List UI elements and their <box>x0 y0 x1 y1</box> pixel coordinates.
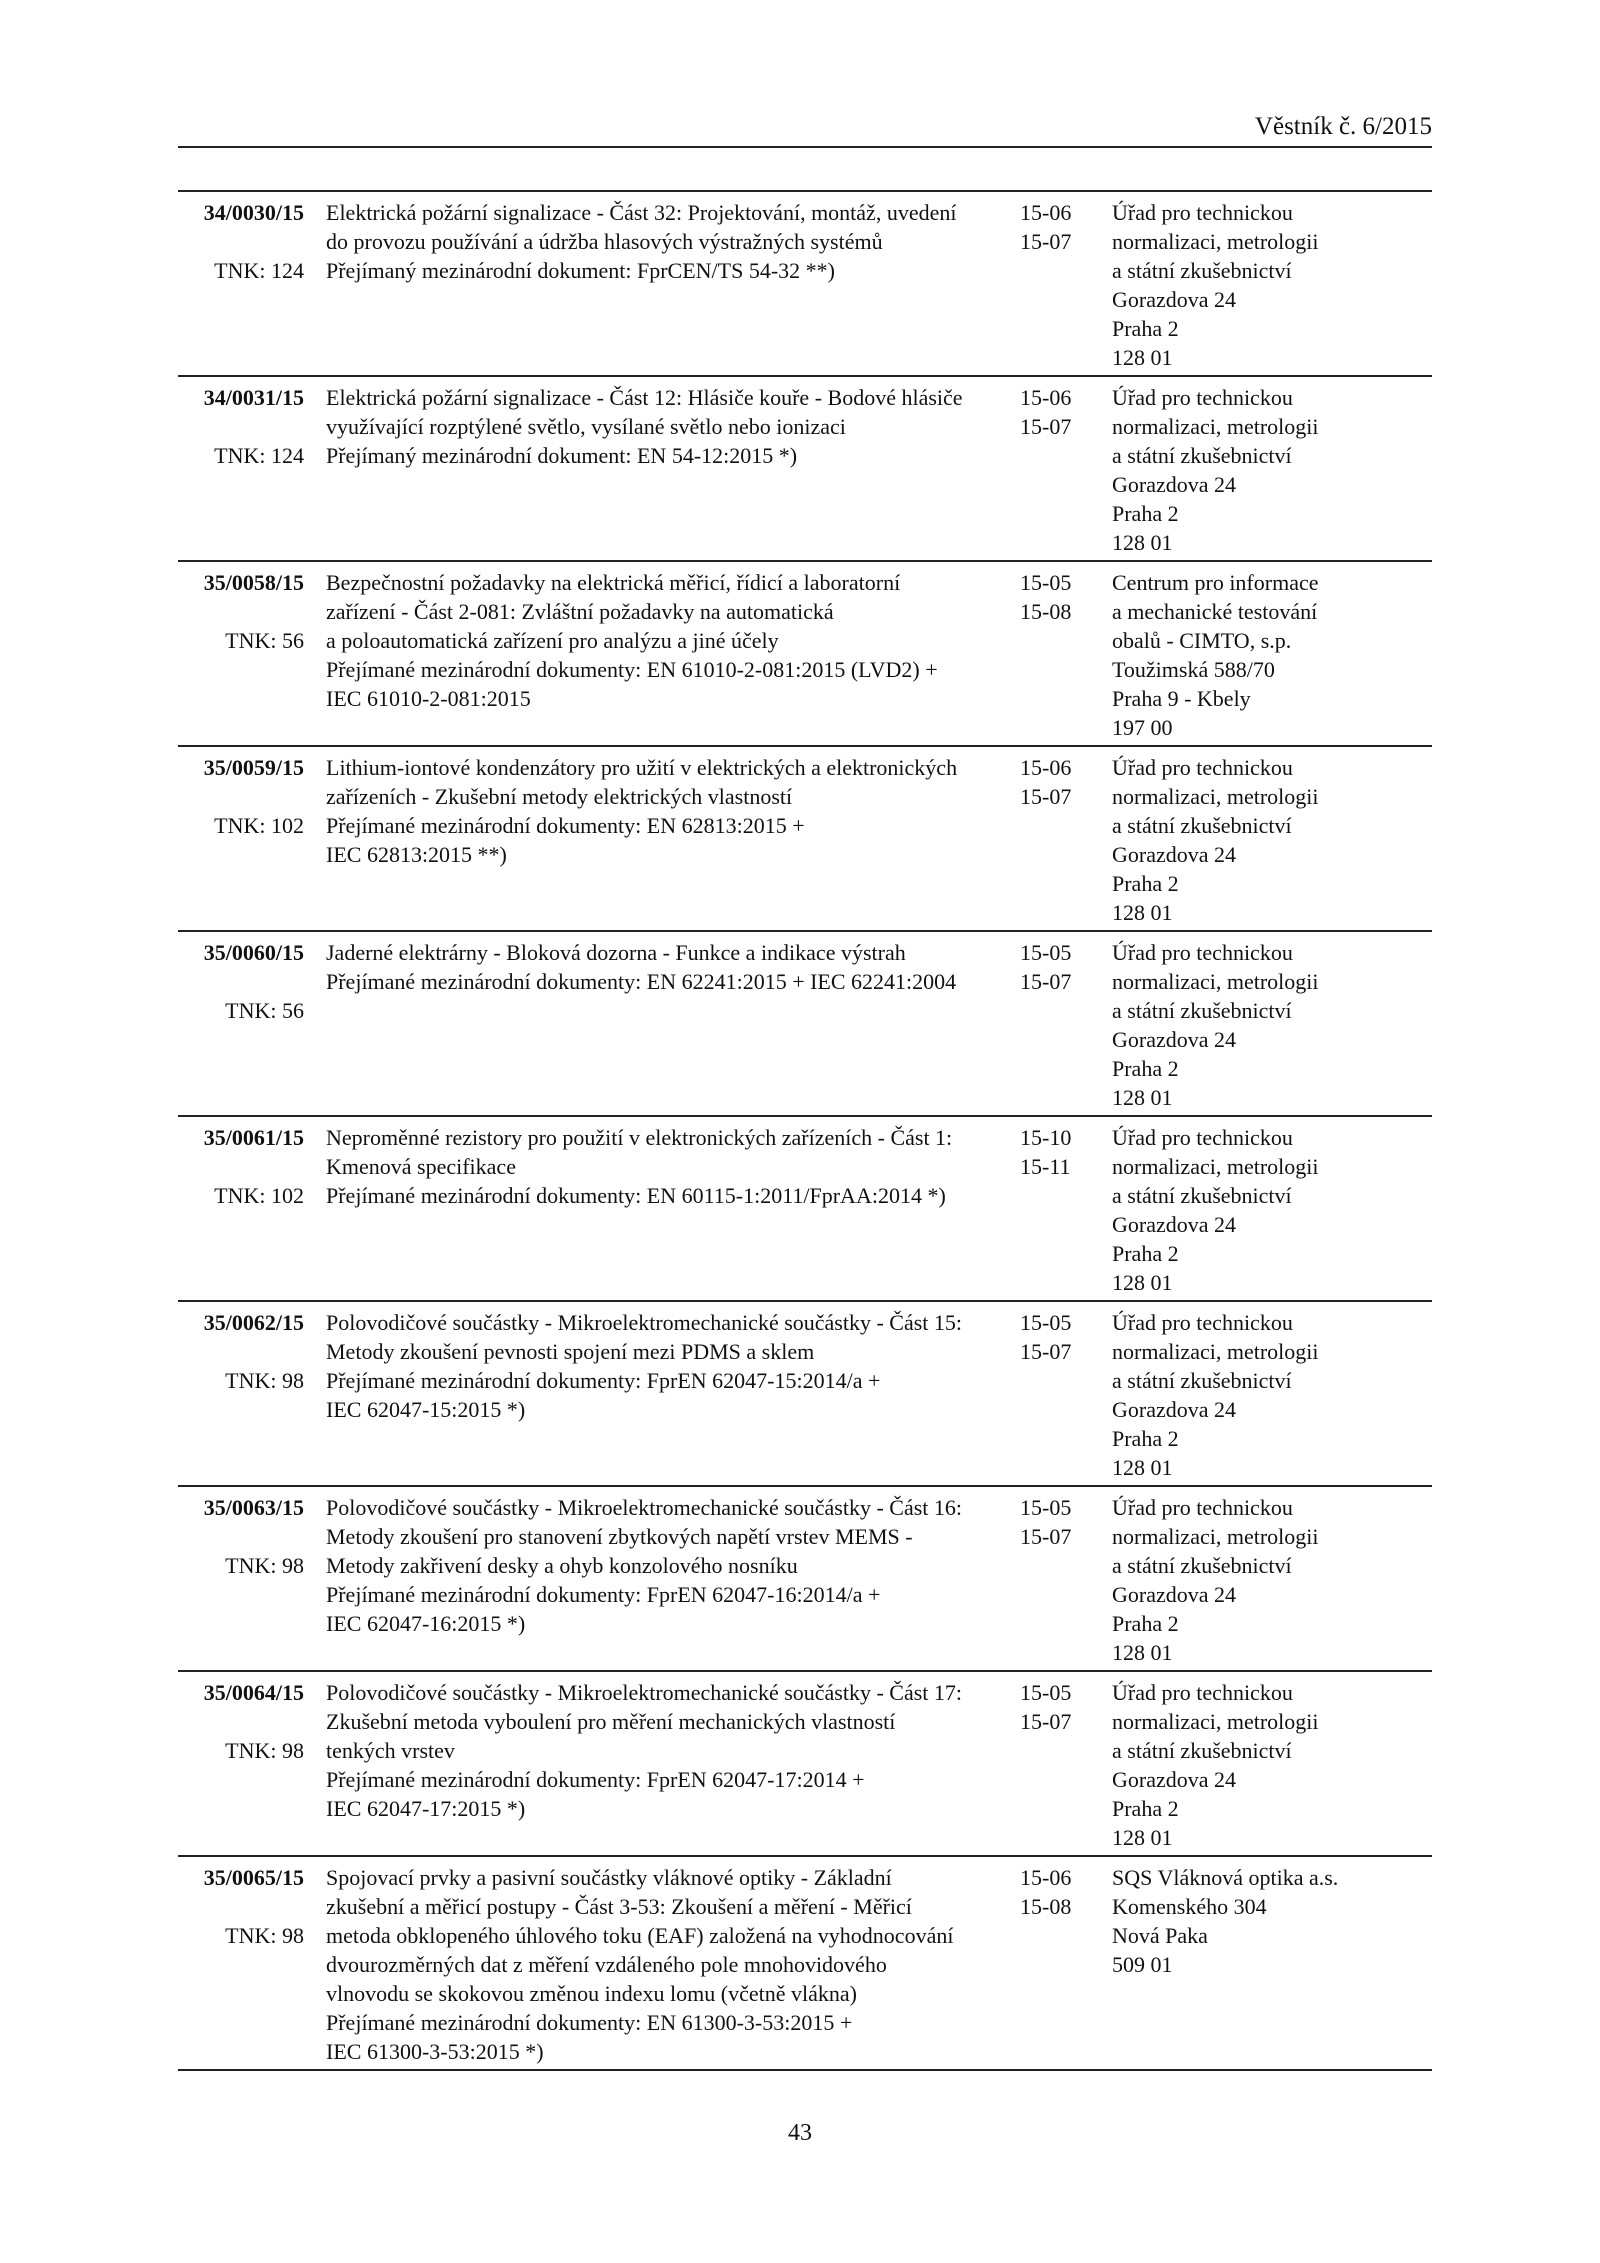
date-value: 15-08 <box>1020 599 1072 624</box>
standard-number: 35/0058/15 <box>203 570 304 595</box>
title-line: Polovodičové součástky - Mikroelektromechanické součástky - Část 16: <box>326 1495 963 1520</box>
organization-cell <box>1112 1308 1432 1482</box>
tnk-label: TNK: 98 <box>225 1738 304 1763</box>
organization-line: Praha 2 <box>1112 1241 1179 1266</box>
organization-line: Praha 2 <box>1112 501 1179 526</box>
organization-line: Praha 2 <box>1112 1426 1179 1451</box>
organization-cell <box>1112 568 1432 742</box>
standard-title-cell <box>326 1678 1020 1852</box>
standard-number: 35/0060/15 <box>203 940 304 965</box>
organization-line: 128 01 <box>1112 1270 1173 1295</box>
standard-title-cell <box>326 198 1020 372</box>
organization-line: a mechanické testování <box>1112 599 1318 624</box>
title-line: Přejímané mezinárodní dokumenty: EN 60115-1:2011/FprAA:2014 *) <box>326 1183 946 1208</box>
organization-line: Centrum pro informace <box>1112 570 1319 595</box>
standard-number: 34/0031/15 <box>203 385 304 410</box>
title-line: Neproměnné rezistory pro použití v elektronických zařízeních - Část 1: <box>326 1125 953 1150</box>
organization-line: Praha 2 <box>1112 1056 1179 1081</box>
row-identifier-cell <box>178 1493 326 1667</box>
organization-line: Gorazdova 24 <box>1112 1212 1237 1237</box>
organization-line: Gorazdova 24 <box>1112 1582 1237 1607</box>
title-line: Metody zkoušení pro stanovení zbytkových napětí vrstev MEMS - <box>326 1524 913 1549</box>
standard-number: 35/0059/15 <box>203 755 304 780</box>
organization-line: obalů - CIMTO, s.p. <box>1112 628 1292 653</box>
title-line: využívající rozptýlené světlo, vysílané světlo nebo ionizaci <box>326 414 846 439</box>
row-identifier-cell <box>178 1678 326 1852</box>
organization-line: a státní zkušebnictví <box>1112 1368 1292 1393</box>
organization-line: Úřad pro technickou <box>1112 1680 1293 1705</box>
organization-line: Praha 9 - Kbely <box>1112 686 1251 711</box>
organization-line: a státní zkušebnictví <box>1112 998 1292 1023</box>
dates-cell <box>1020 198 1112 372</box>
tnk-label: TNK: 56 <box>225 998 304 1023</box>
title-line: Metody zakřivení desky a ohyb konzolového nosníku <box>326 1553 798 1578</box>
date-value: 15-06 <box>1020 200 1072 225</box>
row-identifier-cell <box>178 198 326 372</box>
date-value: 15-06 <box>1020 385 1072 410</box>
organization-line: normalizaci, metrologii <box>1112 229 1319 254</box>
dates-cell <box>1020 1123 1112 1297</box>
dates-cell <box>1020 383 1112 557</box>
organization-line: 128 01 <box>1112 1640 1173 1665</box>
tnk-label: TNK: 124 <box>214 443 304 468</box>
standard-number: 35/0065/15 <box>203 1865 304 1890</box>
standard-title-cell <box>326 1308 1020 1482</box>
organization-cell <box>1112 1123 1432 1297</box>
date-value: 15-05 <box>1020 1680 1072 1705</box>
organization-cell <box>1112 938 1432 1112</box>
organization-line: Praha 2 <box>1112 316 1179 341</box>
date-value: 15-05 <box>1020 1495 1072 1520</box>
title-line: Elektrická požární signalizace - Část 32: Projektování, montáž, uvedení <box>326 200 957 225</box>
organization-line: Úřad pro technickou <box>1112 1495 1293 1520</box>
organization-line: a státní zkušebnictví <box>1112 443 1292 468</box>
date-value: 15-05 <box>1020 940 1072 965</box>
title-line: Přejímané mezinárodní dokumenty: EN 62813:2015 + <box>326 813 805 838</box>
title-line: Polovodičové součástky - Mikroelektromechanické součástky - Část 17: <box>326 1680 963 1705</box>
title-line: do provozu používání a údržba hlasových výstražných systémů <box>326 229 883 254</box>
date-value: 15-07 <box>1020 414 1072 439</box>
title-line: Bezpečnostní požadavky na elektrická měřicí, řídicí a laboratorní <box>326 570 901 595</box>
title-line: metoda obklopeného úhlového toku (EAF) založená na vyhodnocování <box>326 1923 954 1948</box>
table-row <box>178 192 1432 377</box>
dates-cell <box>1020 1308 1112 1482</box>
title-line: IEC 62047-15:2015 *) <box>326 1397 526 1422</box>
title-line: zařízení - Část 2-081: Zvláštní požadavky na automatická <box>326 599 834 624</box>
organization-line: Komenského 304 <box>1112 1894 1267 1919</box>
date-value: 15-07 <box>1020 229 1072 254</box>
organization-line: 128 01 <box>1112 900 1173 925</box>
organization-line: a státní zkušebnictví <box>1112 1553 1292 1578</box>
title-line: Přejímané mezinárodní dokumenty: FprEN 62047-16:2014/a + <box>326 1582 881 1607</box>
title-line: vlnovodu se skokovou změnou indexu lomu (včetně vlákna) <box>326 1981 857 2006</box>
title-line: Přejímaný mezinárodní dokument: EN 54-12:2015 *) <box>326 443 798 468</box>
title-line: Polovodičové součástky - Mikroelektromechanické součástky - Část 15: <box>326 1310 963 1335</box>
date-value: 15-07 <box>1020 784 1072 809</box>
title-line: Lithium-iontové kondenzátory pro užití v elektrických a elektronických <box>326 755 958 780</box>
organization-cell <box>1112 1678 1432 1852</box>
dates-cell <box>1020 1493 1112 1667</box>
organization-line: Gorazdova 24 <box>1112 472 1237 497</box>
organization-line: normalizaci, metrologii <box>1112 1154 1319 1179</box>
title-line: IEC 62813:2015 **) <box>326 842 507 867</box>
date-value: 15-05 <box>1020 570 1072 595</box>
tnk-label: TNK: 102 <box>214 813 304 838</box>
standard-title-cell <box>326 1493 1020 1667</box>
organization-line: Gorazdova 24 <box>1112 1767 1237 1792</box>
row-identifier-cell <box>178 753 326 927</box>
date-value: 15-05 <box>1020 1310 1072 1335</box>
table-row <box>178 1487 1432 1672</box>
row-identifier-cell <box>178 568 326 742</box>
organization-line: Nová Paka <box>1112 1923 1208 1948</box>
table-row <box>178 932 1432 1117</box>
tnk-label: TNK: 124 <box>214 258 304 283</box>
table-row <box>178 1672 1432 1857</box>
organization-line: normalizaci, metrologii <box>1112 969 1319 994</box>
organization-cell <box>1112 1493 1432 1667</box>
organization-line: normalizaci, metrologii <box>1112 1524 1319 1549</box>
organization-line: 509 01 <box>1112 1952 1173 1977</box>
row-identifier-cell <box>178 383 326 557</box>
tnk-label: TNK: 56 <box>225 628 304 653</box>
organization-line: Úřad pro technickou <box>1112 1125 1293 1150</box>
title-line: IEC 62047-17:2015 *) <box>326 1796 526 1821</box>
title-line: IEC 62047-16:2015 *) <box>326 1611 526 1636</box>
tnk-label: TNK: 98 <box>225 1553 304 1578</box>
dates-cell <box>1020 938 1112 1112</box>
dates-cell <box>1020 1863 1112 2066</box>
row-identifier-cell <box>178 1308 326 1482</box>
title-line: tenkých vrstev <box>326 1738 455 1763</box>
standard-number: 34/0030/15 <box>203 200 304 225</box>
standard-number: 35/0063/15 <box>203 1495 304 1520</box>
row-identifier-cell <box>178 1123 326 1297</box>
dates-cell <box>1020 568 1112 742</box>
organization-line: normalizaci, metrologii <box>1112 1339 1319 1364</box>
title-line: Přejímané mezinárodní dokumenty: FprEN 62047-17:2014 + <box>326 1767 865 1792</box>
organization-line: Gorazdova 24 <box>1112 842 1237 867</box>
organization-line: 197 00 <box>1112 715 1173 740</box>
organization-line: Úřad pro technickou <box>1112 1310 1293 1335</box>
table-row <box>178 747 1432 932</box>
organization-line: Gorazdova 24 <box>1112 1397 1237 1422</box>
table-row <box>178 562 1432 747</box>
standard-title-cell <box>326 938 1020 1112</box>
standards-table <box>178 190 1432 2071</box>
organization-line: Úřad pro technickou <box>1112 755 1293 780</box>
title-line: a poloautomatická zařízení pro analýzu a jiné účely <box>326 628 779 653</box>
date-value: 15-07 <box>1020 969 1072 994</box>
title-line: Přejímané mezinárodní dokumenty: FprEN 62047-15:2014/a + <box>326 1368 881 1393</box>
organization-cell <box>1112 1863 1432 2066</box>
organization-cell <box>1112 198 1432 372</box>
tnk-label: TNK: 98 <box>225 1368 304 1393</box>
row-identifier-cell <box>178 938 326 1112</box>
organization-line: Gorazdova 24 <box>1112 1027 1237 1052</box>
title-line: zařízeních - Zkušební metody elektrických vlastností <box>326 784 793 809</box>
organization-line: normalizaci, metrologii <box>1112 784 1319 809</box>
title-line: Přejímaný mezinárodní dokument: FprCEN/TS 54-32 **) <box>326 258 835 283</box>
organization-line: a státní zkušebnictví <box>1112 813 1292 838</box>
organization-line: a státní zkušebnictví <box>1112 1738 1292 1763</box>
title-line: Kmenová specifikace <box>326 1154 516 1179</box>
row-identifier-cell <box>178 1863 326 2066</box>
organization-line: Úřad pro technickou <box>1112 200 1293 225</box>
dates-cell <box>1020 1678 1112 1852</box>
organization-line: Praha 2 <box>1112 1611 1179 1636</box>
organization-line: Gorazdova 24 <box>1112 287 1237 312</box>
title-line: Přejímané mezinárodní dokumenty: EN 61300-3-53:2015 + <box>326 2010 853 2035</box>
organization-line: 128 01 <box>1112 530 1173 555</box>
standard-title-cell <box>326 1863 1020 2066</box>
table-row <box>178 377 1432 562</box>
date-value: 15-10 <box>1020 1125 1072 1150</box>
table-row <box>178 1857 1432 2071</box>
title-line: Přejímané mezinárodní dokumenty: EN 61010-2-081:2015 (LVD2) + <box>326 657 938 682</box>
title-line: Přejímané mezinárodní dokumenty: EN 62241:2015 + IEC 62241:2004 <box>326 969 957 994</box>
organization-line: Toužimská 588/70 <box>1112 657 1275 682</box>
standard-title-cell <box>326 568 1020 742</box>
organization-line: SQS Vláknová optika a.s. <box>1112 1865 1339 1890</box>
standard-title-cell <box>326 383 1020 557</box>
tnk-label: TNK: 98 <box>225 1923 304 1948</box>
bulletin-title: Věstník č. 6/2015 <box>1254 113 1432 140</box>
organization-line: normalizaci, metrologii <box>1112 1709 1319 1734</box>
organization-line: 128 01 <box>1112 1825 1173 1850</box>
organization-line: a státní zkušebnictví <box>1112 1183 1292 1208</box>
dates-cell <box>1020 753 1112 927</box>
table-row <box>178 1117 1432 1302</box>
date-value: 15-06 <box>1020 755 1072 780</box>
table-row <box>178 1302 1432 1487</box>
organization-line: 128 01 <box>1112 1455 1173 1480</box>
title-line: Elektrická požární signalizace - Část 12: Hlásiče kouře - Bodové hlásiče <box>326 385 963 410</box>
date-value: 15-07 <box>1020 1339 1072 1364</box>
standard-title-cell <box>326 753 1020 927</box>
organization-line: 128 01 <box>1112 1085 1173 1110</box>
title-line: zkušební a měřicí postupy - Část 3-53: Zkoušení a měření - Měřicí <box>326 1894 912 1919</box>
title-line: Spojovací prvky a pasivní součástky vláknové optiky - Základní <box>326 1865 892 1890</box>
organization-line: Praha 2 <box>1112 871 1179 896</box>
standard-number: 35/0062/15 <box>203 1310 304 1335</box>
title-line: Jaderné elektrárny - Bloková dozorna - Funkce a indikace výstrah <box>326 940 906 965</box>
organization-cell <box>1112 753 1432 927</box>
page-number: 43 <box>788 2120 812 2146</box>
organization-line: normalizaci, metrologii <box>1112 414 1319 439</box>
title-line: IEC 61300-3-53:2015 *) <box>326 2039 544 2064</box>
title-line: IEC 61010-2-081:2015 <box>326 686 531 711</box>
title-line: Metody zkoušení pevnosti spojení mezi PDMS a sklem <box>326 1339 815 1364</box>
tnk-label: TNK: 102 <box>214 1183 304 1208</box>
organization-line: Praha 2 <box>1112 1796 1179 1821</box>
page-header <box>178 110 1432 148</box>
organization-line: a státní zkušebnictví <box>1112 258 1292 283</box>
standard-number: 35/0061/15 <box>203 1125 304 1150</box>
date-value: 15-11 <box>1020 1154 1071 1179</box>
date-value: 15-06 <box>1020 1865 1072 1890</box>
standard-number: 35/0064/15 <box>203 1680 304 1705</box>
organization-line: Úřad pro technickou <box>1112 940 1293 965</box>
date-value: 15-08 <box>1020 1894 1072 1919</box>
organization-cell <box>1112 383 1432 557</box>
title-line: dvourozměrných dat z měření vzdáleného pole mnohovidového <box>326 1952 887 1977</box>
title-line: Zkušební metoda vyboulení pro měření mechanických vlastností <box>326 1709 896 1734</box>
standard-title-cell <box>326 1123 1020 1297</box>
date-value: 15-07 <box>1020 1709 1072 1734</box>
date-value: 15-07 <box>1020 1524 1072 1549</box>
organization-line: 128 01 <box>1112 345 1173 370</box>
organization-line: Úřad pro technickou <box>1112 385 1293 410</box>
